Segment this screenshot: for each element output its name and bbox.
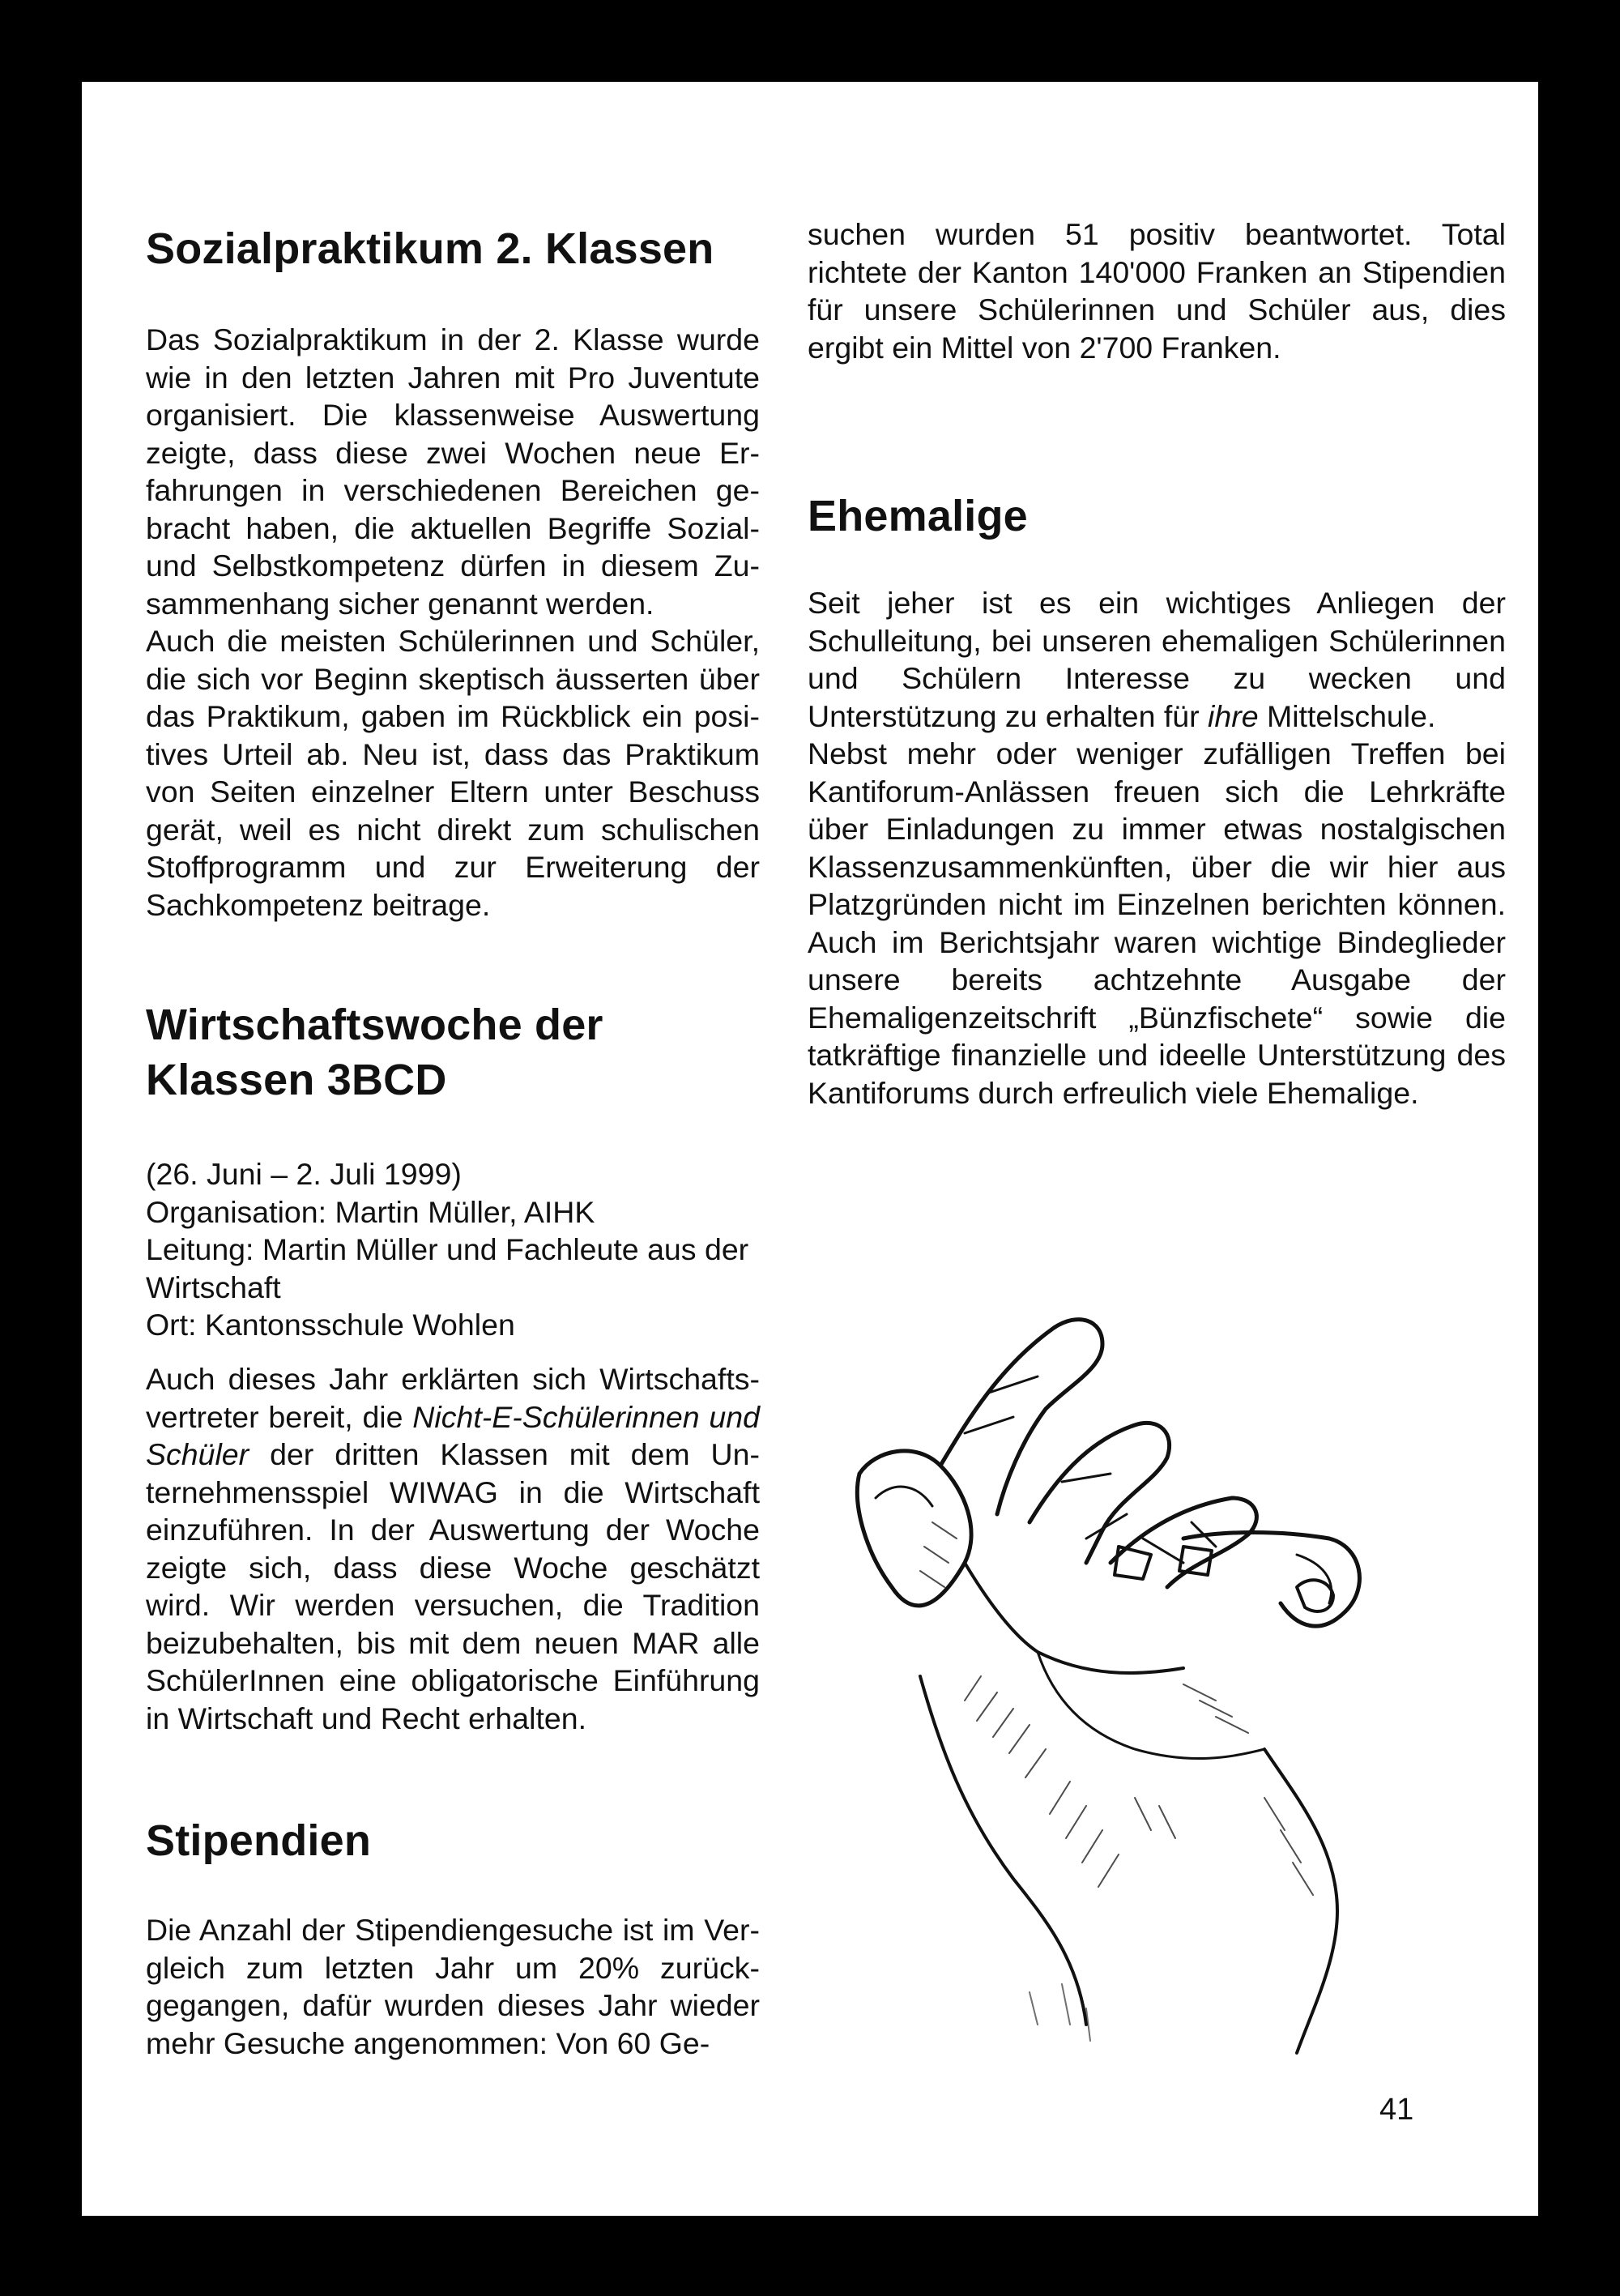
heading-sozialpraktikum: Sozialpraktikum 2. Klassen (146, 224, 714, 273)
wirtschaftswoche-date: (26. Juni – 2. Juli 1999) (146, 1157, 462, 1191)
heading-wirtschaftswoche (146, 997, 603, 1107)
ehemalige-text-a: Seit jeher ist es ein wichtiges Anliegen der Schulleitung, bei unseren ehemaligen Schülerinnen und Schülern Interesse zu wecken und Unterstützung zu erhalten für (808, 586, 1506, 733)
sozialpraktikum-text (146, 321, 760, 924)
wirtschaftswoche-paragraph (146, 1360, 760, 1737)
stipendien-paragraph: Die Anzahl der Stipendiengesuche ist im Vergleich zum letzten Jahr um 20% zurückgegangen, dafür wurden dieses Jahr wieder mehr Gesuche angenommen: Von 60 Ge- (146, 1913, 760, 2060)
heading-wirtschaftswoche-line1: Wirtschaftswoche der (146, 1001, 603, 1049)
wirtschaftswoche-text-a: Auch dieses Jahr erklärten sich Wirtschaftsvertreter bereit, die (146, 1362, 760, 1434)
ehemalige-text (808, 584, 1506, 1112)
wirtschaftswoche-ort: Ort: Kantonsschule Wohlen (146, 1308, 515, 1342)
wirtschaftswoche-meta (146, 1155, 760, 1344)
ehemalige-text-em: ihre (1208, 698, 1259, 733)
sozialpraktikum-paragraph-2: Auch die meisten Schülerinnen und Schüler, die sich vor Beginn skeptisch äusserten über das Praktikum, gaben im Rückblick ein positives Urteil ab. Neu ist, dass das Praktikum von Seiten einzelner Eltern unter Beschuss gerät, weil es nicht direkt zum schulischen Stoffprogramm und zur Erweiterung der Sachkompetenz beitrage. (146, 624, 760, 922)
heading-wirtschaftswoche-line2: Klassen 3BCD (146, 1056, 447, 1104)
sozialpraktikum-paragraph-1: Das Sozialpraktikum in der 2. Klasse wurde wie in den letzten Jahren mit Pro Juventute organisiert. Die klassenweise Auswertung zeigte, dass diese zwei Wochen neue Erfahrungen in verschiedenen Bereichen gebracht haben, die aktuellen Begriffe Sozial- und Selbstkompetenz dürfen in diesem Zusammenhang sicher genannt werden. (146, 322, 760, 621)
wirtschaftswoche-leitung: Leitung: Martin Müller und Fachleute aus der Wirtschaft (146, 1232, 749, 1304)
wirtschaftswoche-text-em: Nicht-E-Schülerinnen und Schüler (146, 1399, 760, 1471)
page-number: 41 (1379, 2093, 1414, 2127)
ehemalige-paragraph-2: Nebst mehr oder weniger zufälligen Treffen bei Kantiforum-Anlässen freuen sich die Lehrkräfte über Einladungen zu immer etwas nostalgischen Klassenzusammenkünften, über die wir hier aus Platzgründen nicht im Einzelnen berichten können. Auch im Berichtsjahr waren wichtige Bindeglieder unsere bereits achtzehnte Ausgabe der Ehemaligenzeitschrift „Bünzfischete“ sowie die tatkräftige finanzielle und ideelle Unterstützung des Kantiforums durch erfreulich viele Ehemalige. (808, 736, 1506, 1110)
hand-sketch-illustration (843, 1295, 1410, 2057)
document-page (82, 82, 1538, 2216)
ehemalige-text-b: Mittelschule. (1258, 698, 1436, 733)
heading-ehemalige: Ehemalige (808, 492, 1028, 540)
heading-stipendien: Stipendien (146, 1816, 372, 1865)
stipendien-paragraph-continued: suchen wurden 51 positiv beantwortet. Total richtete der Kanton 140'000 Franken an Stipendien für unsere Schülerinnen und Schüler aus, dies ergibt ein Mittel von 2'700 Franken. (808, 217, 1506, 365)
wirtschaftswoche-organisation: Organisation: Martin Müller, AIHK (146, 1194, 595, 1229)
wirtschaftswoche-text-b: der dritten Klassen mit dem Unternehmensspiel WIWAG in die Wirtschaft einzuführen. In der Auswertung der Woche zeigte sich, dass diese Woche geschätzt wird. Wir werden versuchen, die Tradition beizubehalten, bis mit dem neuen MAR alle SchülerInnen eine obligatorische Einführung in Wirtschaft und Recht erhalten. (146, 1437, 760, 1735)
ehemalige-paragraph-1 (808, 584, 1506, 735)
